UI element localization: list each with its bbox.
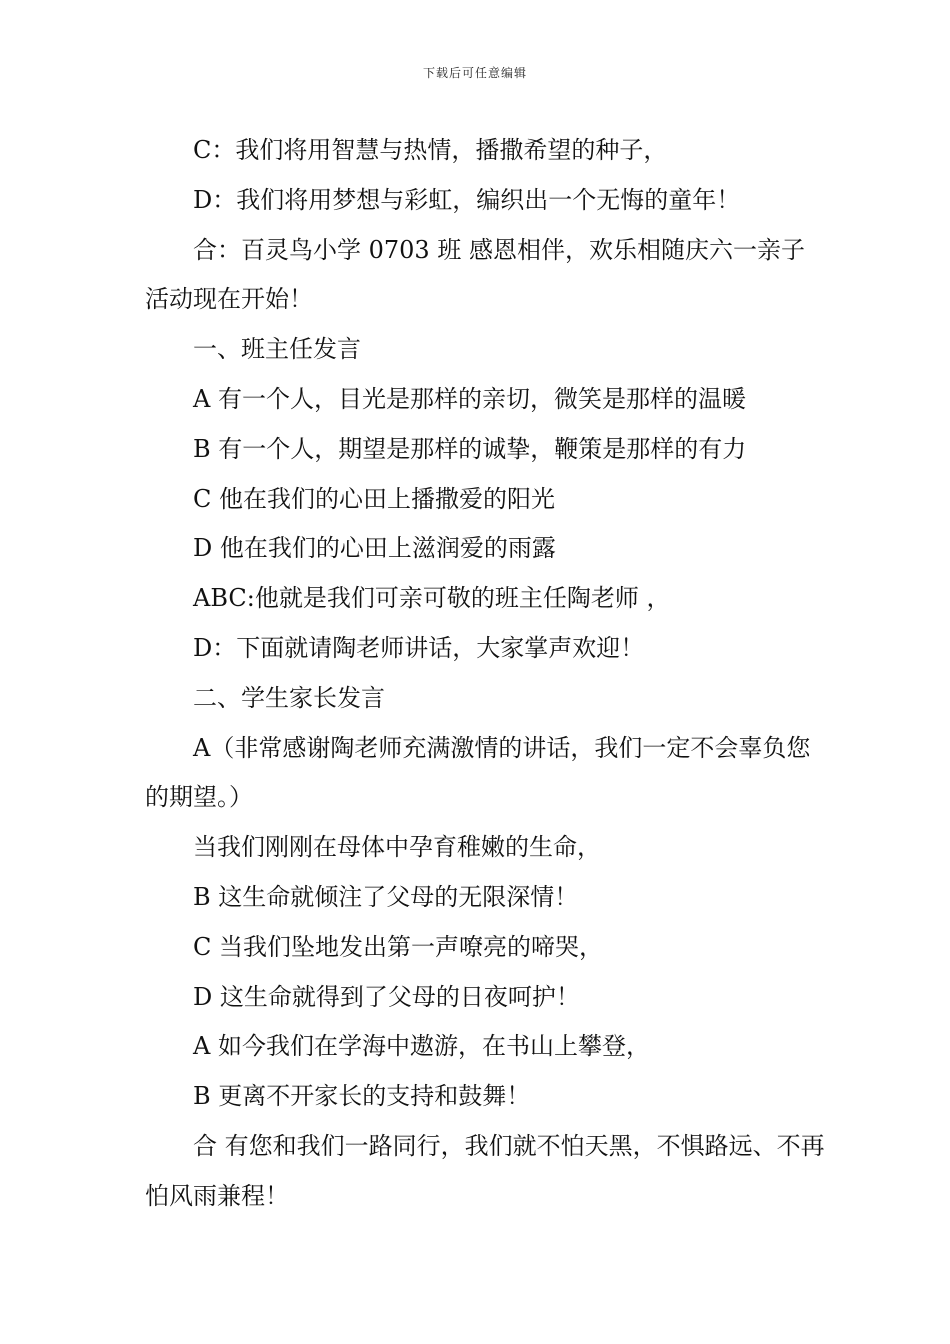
page-header-note: 下载后可任意编辑 <box>422 66 527 80</box>
paragraph: A 如今我们在学海中遨游，在书山上攀登， <box>193 1032 650 1061</box>
paragraph: C：我们将用智慧与热情，播撒希望的种子， <box>193 136 668 164</box>
paragraph: 合 有您和我们一路同行，我们就不怕天黑，不惧路远、不再怕风雨兼程！ <box>145 1131 825 1210</box>
document-body <box>145 126 825 1222</box>
section-heading: 一、班主任发言 <box>193 335 361 364</box>
paragraph: D 这生命就得到了父母的日夜呵护！ <box>193 982 580 1011</box>
paragraph: ABC:他就是我们可亲可敬的班主任陶老师 ， <box>193 584 671 613</box>
paragraph: 当我们刚刚在母体中孕育稚嫩的生命， <box>193 833 601 862</box>
paragraph: B 更离不开家长的支持和鼓舞！ <box>193 1082 531 1111</box>
paragraph: B 这生命就倾注了父母的无限深情！ <box>193 882 579 911</box>
section-heading: 二、学生家长发言 <box>193 683 385 712</box>
paragraph: C 他在我们的心田上播撒爱的阳光 <box>193 484 555 513</box>
paragraph: A 有一个人，目光是那样的亲切，微笑是那样的温暖 <box>193 384 746 413</box>
paragraph: D 他在我们的心田上滋润爱的雨露 <box>193 534 556 563</box>
paragraph: 合：百灵鸟小学 0703 班 感恩相伴，欢乐相随庆六一亲子活动现在开始！ <box>145 235 805 314</box>
paragraph: C 当我们坠地发出第一声嘹亮的啼哭， <box>193 932 603 961</box>
paragraph: A（非常感谢陶老师充满激情的讲话，我们一定不会辜负您的期望。） <box>145 733 811 812</box>
paragraph: D：下面就请陶老师讲话，大家掌声欢迎！ <box>193 633 645 662</box>
paragraph: D：我们将用梦想与彩虹，编织出一个无悔的童年！ <box>193 185 741 214</box>
paragraph: B 有一个人，期望是那样的诚挚，鞭策是那样的有力 <box>193 434 747 463</box>
